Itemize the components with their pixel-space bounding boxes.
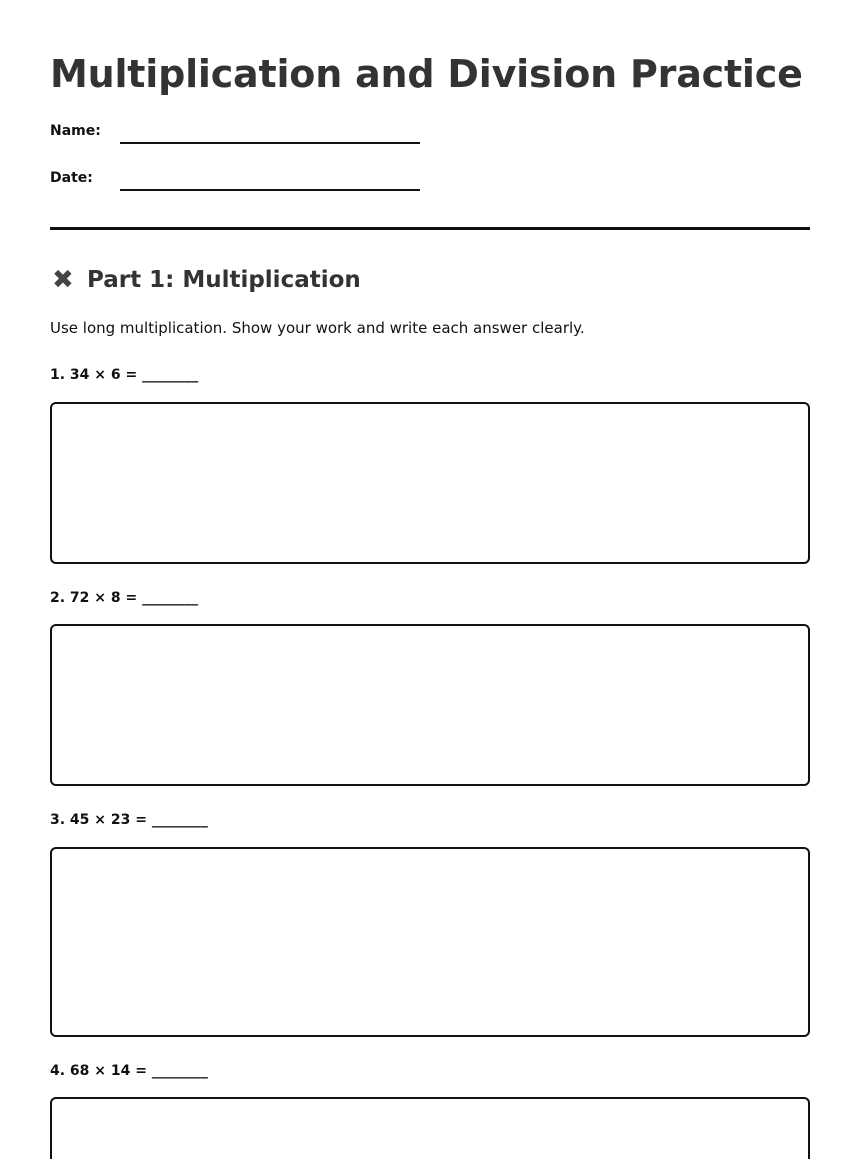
- date-field: [50, 169, 470, 193]
- problem-2-label: 2. 72 × 8 = ________: [50, 590, 199, 606]
- multiply-icon: ✖: [52, 265, 74, 295]
- part1-instructions: Use long multiplication. Show your work and write each answer clearly.: [50, 319, 585, 337]
- name-label: Name:: [50, 123, 101, 139]
- name-blank-line: [120, 142, 420, 144]
- problem-2-work-box: [50, 624, 810, 786]
- name-field: [50, 122, 470, 146]
- header-divider: [50, 227, 810, 230]
- worksheet-title: Multiplication and Division Practice: [50, 52, 803, 96]
- problem-4-work-box: [50, 1097, 810, 1159]
- problem-1-label: 1. 34 × 6 = ________: [50, 367, 199, 383]
- problem-3-work-box: [50, 847, 810, 1037]
- date-blank-line: [120, 189, 420, 191]
- problem-3-label: 3. 45 × 23 = ________: [50, 812, 208, 828]
- problem-1-work-box: [50, 402, 810, 564]
- part1-title: Part 1: Multiplication: [87, 267, 361, 293]
- date-label: Date:: [50, 170, 93, 186]
- problem-4-label: 4. 68 × 14 = ________: [50, 1063, 208, 1079]
